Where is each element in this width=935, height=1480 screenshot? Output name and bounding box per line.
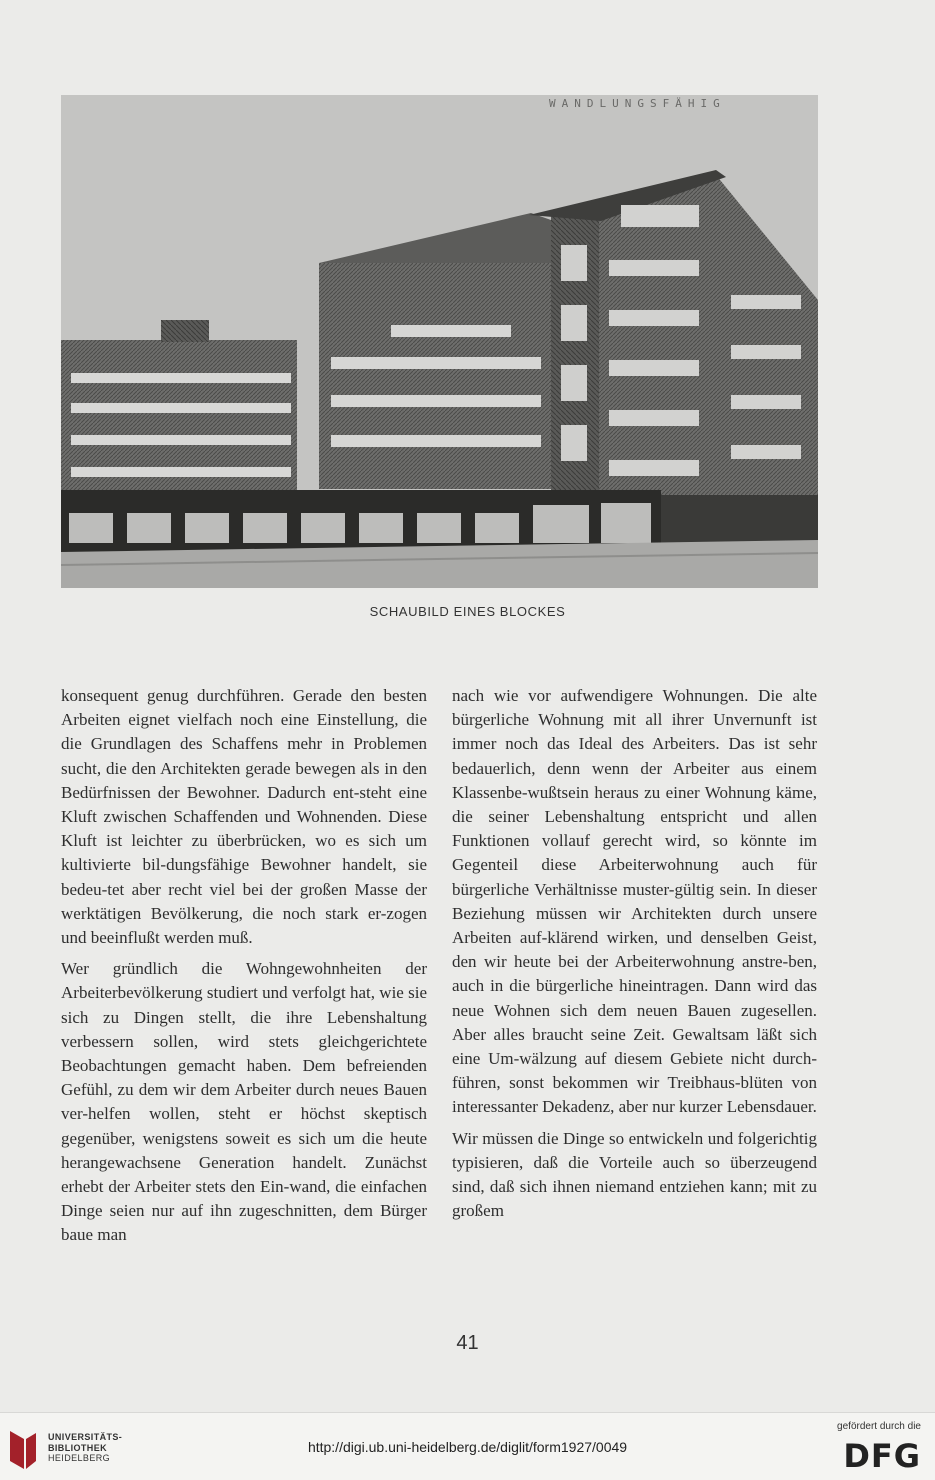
paragraph: konsequent genug durchführen. Gerade den besten Arbeiten eignet vielfach noch eine Einstellung, die die Grundlagen des Schaffens mehr in Problemen sucht, die den Architekten gerade bewegen als in den Bedürfnissen der Bewohner. Dadurch ent-steht eine Kluft zwischen Schaffenden und Wohnenden. Diese Kluft ist leichter zu überbrücken, wo es sich um kultivierte bil-dungsfähige Bewohner handelt, sie bedeu-tet aber recht viel bei der großen Masse der werktätigen Bevölkerung, die noch stark er-zogen und beeinflußt werden muß. xyxy=(61,686,427,948)
paragraph: Wir müssen die Dinge so entwickeln und folgerichtig typisieren, daß die Vorteile auch so überzeugend sind, daß sich ihnen niemand entziehen kann; mit zu großem xyxy=(452,1128,817,1221)
block-perspective-drawing xyxy=(61,95,818,588)
building-illustration xyxy=(61,95,818,588)
handwritten-note: WANDLUNGSFÄHIG xyxy=(549,97,726,110)
paragraph: Wer gründlich die Wohngewohnheiten der Arbeiterbevölkerung studiert und verfolgt hat, wie sie sich zu Dingen stellt, die ihre Lebenshaltung verbessern sollen, wird stets gleichgerichtete Beobachtungen gemacht haben. Dem befreienden Gefühl, zu dem wir dem Arbeiter durch neues Bauen ver-helfen wollen, steht er höchst skeptisch gegenüber, wenigstens soweit es sich um die heute herangewachsene Generation handelt. Zunächst erhebt der Arbeiter stets den Ein-wand, die einfachen Dinge seien nur auf ihn zugeschnitten, dem Bürger baue man xyxy=(61,959,427,1245)
dfg-logo: DFG xyxy=(843,1437,921,1475)
digitization-footer xyxy=(0,1412,935,1480)
figure-caption: SCHAUBILD EINES BLOCKES xyxy=(369,604,566,619)
source-url-link[interactable]: http://digi.ub.uni-heidelberg.de/diglit/form1927/0049 xyxy=(307,1439,628,1455)
text-column-right xyxy=(452,684,817,1223)
text-column-left xyxy=(61,684,427,1248)
paragraph: nach wie vor aufwendigere Wohnungen. Die alte bürgerliche Wohnung mit all ihrer Unvernunft ist immer noch das Ideal des Arbeiters. Das ist sehr bedauerlich, denn wenn der Arbeiter aus einem Klassenbe-wußtsein heraus zu einer Wohnung käme, die seiner Lebenshaltung entspricht und allen Funktionen vollauf gerecht wird, so könnte im Gegenteil diese Arbeiterwohnung auch für bürgerliche Verhältnisse muster-gültig sein. In dieser Beziehung müssen wir Architekten durch unsere Arbeiten auf-klärend wirken, und denselben Geist, den wir heute bei der Arbeiterwohnung anstre-ben, auch in die bürgerliche hineintragen. Dann wird das neue Wohnen sich dem neuen Bauen zugesellen. Aber alles braucht seine Zeit. Gewaltsam läßt sich eine Um-wälzung auf diesem Gebiete nicht durch-führen, sonst bekommen wir Treibhaus-blüten von interessanter Dekadenz, aber nur kurzer Lebensdauer. xyxy=(452,686,817,1117)
page-number: 41 xyxy=(456,1332,479,1354)
funding-note: gefördert durch die xyxy=(837,1421,921,1432)
library-name: UNIVERSITÄTS- BIBLIOTHEK HEIDELBERG xyxy=(48,1432,123,1463)
